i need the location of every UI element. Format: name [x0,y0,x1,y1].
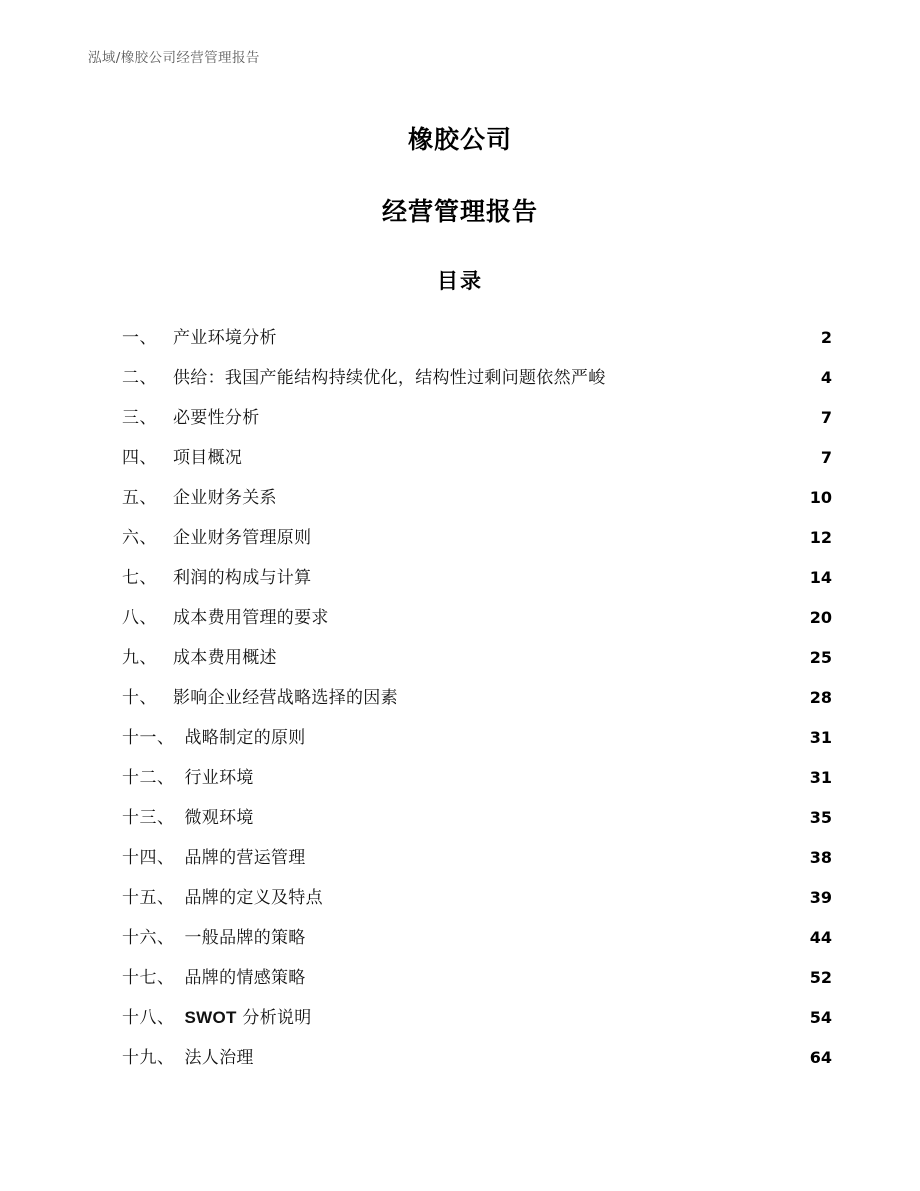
toc-entry-page-number: 28 [809,688,832,707]
toc-entry-label: 行业环境 [184,768,254,788]
toc-entry-label: 供给：我国产能结构持续优化，结构性过剩问题依然严峻 [173,368,606,388]
toc-entry[interactable] [122,598,832,638]
toc-entry-label: 利润的构成与计算 [173,568,312,588]
toc-entry-number: 十六、 [122,928,175,948]
toc-leader-dots [399,686,808,703]
toc-entry-label: 一般品牌的策略 [184,928,306,948]
toc-entry-label: 微观环境 [184,808,254,828]
toc-leader-dots [255,766,808,783]
toc-entry-number: 十八、 [122,1008,175,1028]
toc-leader-dots [607,366,819,383]
toc-entry-label: 项目概况 [173,448,243,468]
toc-leader-dots [307,726,808,743]
toc-entry-number: 十三、 [122,808,175,828]
toc-entry-page-number: 31 [809,728,832,747]
toc-entry[interactable] [122,758,832,798]
toc-leader-dots [278,486,808,503]
toc-entry-number: 十一、 [122,728,175,748]
toc-entry[interactable] [122,1038,832,1078]
toc-entry-label: 品牌的定义及特点 [184,888,323,908]
toc-entry[interactable] [122,518,832,558]
toc-entry-number: 八、 [122,608,157,628]
toc-leader-dots [313,1006,808,1023]
toc-leader-dots [307,966,808,983]
toc-entry[interactable] [122,558,832,598]
toc-entry-page-number: 44 [809,928,832,947]
table-of-contents [122,318,832,1078]
running-header: 泓域/橡胶公司经营管理报告 [88,50,260,66]
toc-entry[interactable] [122,718,832,758]
toc-entry-label: 企业财务管理原则 [173,528,312,548]
table-of-contents-heading: 目录 [437,269,483,293]
toc-entry-label: 战略制定的原则 [184,728,306,748]
toc-entry-page-number: 10 [809,488,832,507]
toc-label-latin: SWOT [184,1008,237,1027]
toc-entry-page-number: 2 [820,328,832,347]
toc-entry-number: 十二、 [122,768,175,788]
toc-leader-dots [307,846,808,863]
toc-entry-number: 十五、 [122,888,175,908]
toc-entry-page-number: 52 [809,968,832,987]
toc-entry-label: 成本费用概述 [173,648,277,668]
toc-entry-label: 产业环境分析 [173,328,277,348]
toc-entry[interactable] [122,438,832,478]
toc-leader-dots [243,446,819,463]
toc-entry-number: 一、 [122,328,157,348]
toc-entry[interactable] [122,358,832,398]
toc-leader-dots [255,1046,808,1063]
toc-entry-page-number: 39 [809,888,832,907]
toc-entry[interactable] [122,878,832,918]
toc-leader-dots [330,606,808,623]
toc-entry-page-number: 31 [809,768,832,787]
toc-leader-dots [261,406,819,423]
toc-entry-number: 十七、 [122,968,175,988]
toc-entry[interactable] [122,918,832,958]
toc-entry-label: 影响企业经营战略选择的因素 [173,688,398,708]
toc-entry-page-number: 25 [809,648,832,667]
cover-title-secondary: 经营管理报告 [381,197,538,226]
toc-entry-label: 成本费用管理的要求 [173,608,329,628]
toc-entry-page-number: 38 [809,848,832,867]
toc-entry-number: 十、 [122,688,157,708]
toc-entry-page-number: 20 [809,608,832,627]
toc-entry[interactable] [122,638,832,678]
toc-entry-number: 五、 [122,488,157,508]
toc-entry[interactable] [122,318,832,358]
toc-entry[interactable] [122,678,832,718]
toc-leader-dots [307,926,808,943]
toc-entry-page-number: 14 [809,568,832,587]
toc-entry-page-number: 12 [809,528,832,547]
toc-entry-number: 九、 [122,648,157,668]
toc-leader-dots [278,326,819,343]
toc-leader-dots [278,646,808,663]
toc-leader-dots [255,806,808,823]
toc-entry[interactable] [122,398,832,438]
toc-leader-dots [324,886,808,903]
toc-entry[interactable] [122,998,832,1038]
toc-entry-number: 四、 [122,448,157,468]
toc-entry-number: 六、 [122,528,157,548]
toc-entry[interactable] [122,798,832,838]
toc-entry-page-number: 64 [809,1048,832,1067]
toc-entry-label: SWOT 分析说明 [184,1008,312,1028]
toc-leader-dots [312,566,807,583]
toc-entry-number: 三、 [122,408,157,428]
toc-leader-dots [312,526,807,543]
toc-entry-label: 法人治理 [184,1048,254,1068]
toc-entry[interactable] [122,958,832,998]
toc-entry-page-number: 35 [809,808,832,827]
toc-entry-page-number: 7 [820,408,832,427]
toc-entry-label: 品牌的营运管理 [184,848,306,868]
cover-title-primary: 橡胶公司 [407,125,512,154]
toc-entry-label: 必要性分析 [173,408,260,428]
toc-entry-page-number: 4 [820,368,832,387]
toc-entry-page-number: 7 [820,448,832,467]
toc-entry-number: 二、 [122,368,157,388]
toc-entry-label: 企业财务关系 [173,488,277,508]
toc-entry-page-number: 54 [809,1008,832,1027]
toc-entry-number: 十九、 [122,1048,175,1068]
toc-entry-number: 七、 [122,568,157,588]
toc-entry[interactable] [122,478,832,518]
toc-entry[interactable] [122,838,832,878]
cover-title-block [0,122,920,230]
toc-entry-label: 品牌的情感策略 [184,968,306,988]
toc-entry-number: 十四、 [122,848,175,868]
